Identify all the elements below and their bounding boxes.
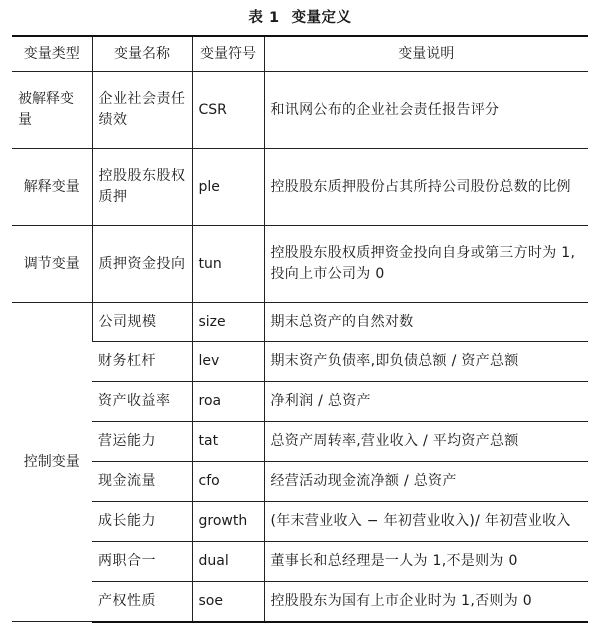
variable-name: 公司规模 (92, 303, 192, 342)
table-row (12, 422, 588, 462)
header-variable-type: 变量类型 (12, 36, 92, 72)
variable-symbol: tun (192, 226, 264, 303)
group-explanatory: 解释变量 (12, 149, 92, 226)
variable-symbol: ple (192, 149, 264, 226)
variable-description: 控股股东股权质押资金投向自身或第三方时为 1,投向上市公司为 0 (264, 226, 588, 303)
group-control: 控制变量 (12, 303, 92, 622)
variable-description: 和讯网公布的企业社会责任报告评分 (264, 72, 588, 149)
variable-symbol: soe (192, 582, 264, 622)
header-variable-description: 变量说明 (264, 36, 588, 72)
table-row (12, 542, 588, 582)
header-variable-symbol: 变量符号 (192, 36, 264, 72)
group-moderating: 调节变量 (12, 226, 92, 303)
variable-name: 营运能力 (92, 422, 192, 462)
table-row (12, 382, 588, 422)
table-row (12, 303, 588, 342)
variable-name: 现金流量 (92, 462, 192, 502)
variable-description: 经营活动现金流净额 / 总资产 (264, 462, 588, 502)
variable-symbol: size (192, 303, 264, 342)
variable-name: 资产收益率 (92, 382, 192, 422)
variable-description: 期末总资产的自然对数 (264, 303, 588, 342)
variable-symbol: growth (192, 502, 264, 542)
table-title (0, 6, 600, 27)
variable-name: 控股股东股权质押 (92, 149, 192, 226)
variable-symbol: roa (192, 382, 264, 422)
table-row (12, 502, 588, 542)
table-number: 表 1 (248, 10, 280, 26)
variable-description: 期末资产负债率,即负债总额 / 资产总额 (264, 342, 588, 382)
variable-description: 控股股东为国有上市企业时为 1,否则为 0 (264, 582, 588, 622)
variable-symbol: tat (192, 422, 264, 462)
variable-description: (年末营业收入 − 年初营业收入)/ 年初营业收入 (264, 502, 588, 542)
variable-name: 成长能力 (92, 502, 192, 542)
table-caption: 变量定义 (291, 10, 352, 26)
variable-description: 净利润 / 总资产 (264, 382, 588, 422)
table-row (12, 582, 588, 622)
variable-name: 两职合一 (92, 542, 192, 582)
variable-definition-table (12, 35, 588, 623)
variable-description: 控股股东质押股份占其所持公司股份总数的比例 (264, 149, 588, 226)
variable-symbol: CSR (192, 72, 264, 149)
variable-description: 董事长和总经理是一人为 1,不是则为 0 (264, 542, 588, 582)
variable-symbol: cfo (192, 462, 264, 502)
table-row (12, 72, 588, 149)
table-row (12, 149, 588, 226)
header-row (12, 36, 588, 72)
variable-symbol: lev (192, 342, 264, 382)
variable-name: 质押资金投向 (92, 226, 192, 303)
variable-name: 财务杠杆 (92, 342, 192, 382)
variable-symbol: dual (192, 542, 264, 582)
table-row (12, 226, 588, 303)
variable-description: 总资产周转率,营业收入 / 平均资产总额 (264, 422, 588, 462)
table-row (12, 462, 588, 502)
group-explained: 被解释变量 (12, 72, 92, 149)
variable-name: 企业社会责任绩效 (92, 72, 192, 149)
variable-name: 产权性质 (92, 582, 192, 622)
header-variable-name: 变量名称 (92, 36, 192, 72)
table-row (12, 342, 588, 382)
